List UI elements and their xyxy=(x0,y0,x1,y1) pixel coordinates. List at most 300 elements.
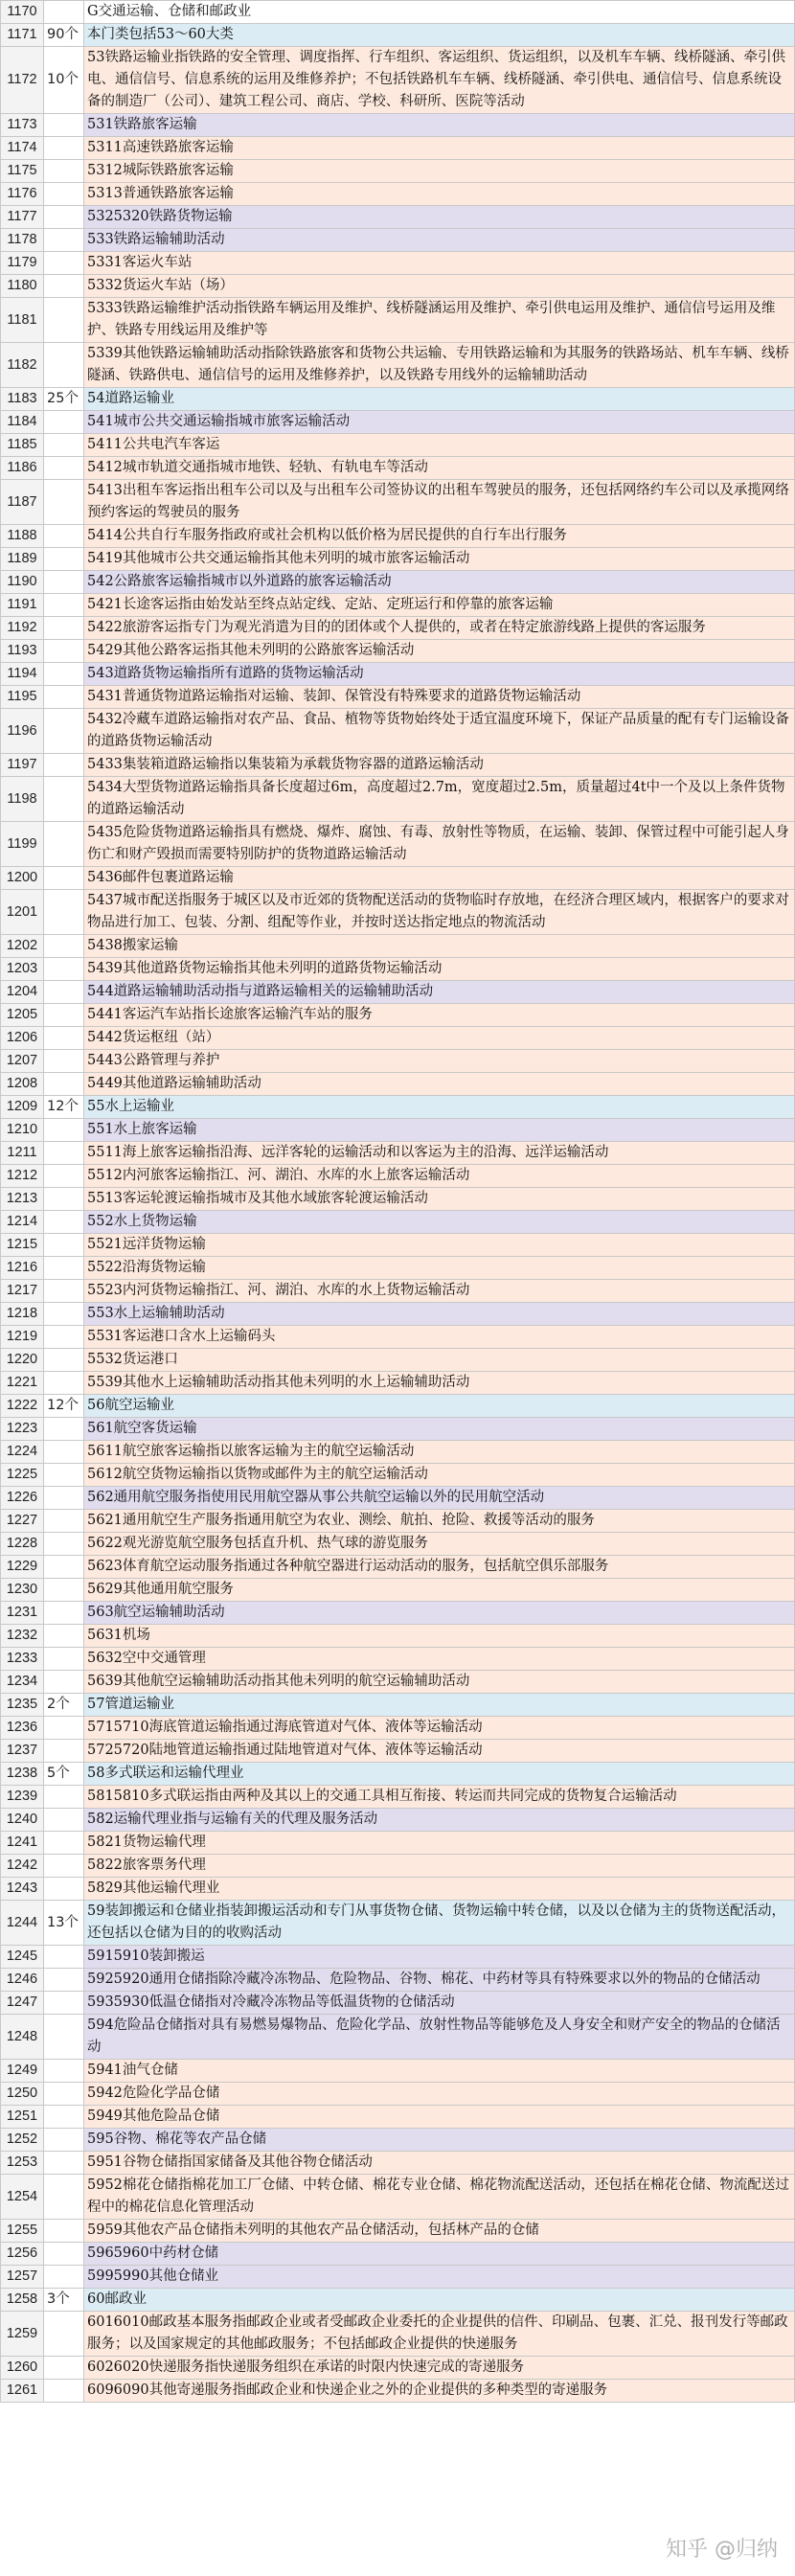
description-cell[interactable]: 56航空运输业 xyxy=(84,1395,795,1418)
row-number-cell[interactable]: 1194 xyxy=(1,663,44,686)
row-number-cell[interactable]: 1261 xyxy=(1,2380,44,2403)
count-cell[interactable] xyxy=(44,1303,84,1326)
description-cell[interactable]: 531铁路旅客运输 xyxy=(84,114,795,137)
row-number-cell[interactable]: 1205 xyxy=(1,1004,44,1027)
count-cell[interactable] xyxy=(44,229,84,252)
count-cell[interactable] xyxy=(44,709,84,754)
row-number-cell[interactable]: 1254 xyxy=(1,2175,44,2220)
row-number-cell[interactable]: 1182 xyxy=(1,343,44,388)
description-cell[interactable]: 5412城市轨道交通指城市地铁、轻轨、有轨电车等活动 xyxy=(84,457,795,480)
count-cell[interactable] xyxy=(44,2266,84,2289)
table-row xyxy=(1,1786,795,1809)
table-row xyxy=(1,1648,795,1671)
count-cell[interactable] xyxy=(44,867,84,890)
description-cell[interactable]: 57管道运输业 xyxy=(84,1694,795,1717)
row-number-cell[interactable]: 1220 xyxy=(1,1349,44,1372)
description-cell[interactable]: 5531客运港口含水上运输码头 xyxy=(84,1326,795,1349)
row-number-cell[interactable]: 1192 xyxy=(1,617,44,640)
row-number-cell[interactable]: 1221 xyxy=(1,1372,44,1395)
description-cell[interactable]: 561航空客货运输 xyxy=(84,1418,795,1441)
row-number-cell[interactable]: 1255 xyxy=(1,2220,44,2243)
count-cell[interactable] xyxy=(44,1165,84,1188)
table-row xyxy=(1,1464,795,1487)
count-cell[interactable] xyxy=(44,1349,84,1372)
count-cell[interactable] xyxy=(44,1050,84,1073)
row-number-cell[interactable]: 1200 xyxy=(1,867,44,890)
row-number-cell[interactable]: 1250 xyxy=(1,2083,44,2106)
row-number-cell[interactable]: 1230 xyxy=(1,1579,44,1602)
count-cell[interactable] xyxy=(44,822,84,867)
count-cell[interactable] xyxy=(44,1188,84,1211)
count-cell[interactable] xyxy=(44,958,84,981)
row-number-cell[interactable]: 1251 xyxy=(1,2106,44,2129)
count-cell[interactable] xyxy=(44,1671,84,1694)
count-cell[interactable]: 2个 xyxy=(44,1694,84,1717)
row-number-cell[interactable]: 1197 xyxy=(1,754,44,777)
count-cell[interactable] xyxy=(44,2015,84,2060)
count-cell[interactable] xyxy=(44,1418,84,1441)
count-cell[interactable] xyxy=(44,1326,84,1349)
row-number-cell[interactable]: 1216 xyxy=(1,1257,44,1280)
table-row xyxy=(1,822,795,867)
description-cell[interactable]: 5443公路管理与养护 xyxy=(84,1050,795,1073)
count-cell[interactable] xyxy=(44,114,84,137)
count-cell[interactable] xyxy=(44,1441,84,1464)
row-number-cell[interactable]: 1244 xyxy=(1,1901,44,1946)
row-number-cell[interactable]: 1202 xyxy=(1,935,44,958)
description-cell[interactable]: 541城市公共交通运输指城市旅客运输活动 xyxy=(84,411,795,434)
count-cell[interactable] xyxy=(44,1464,84,1487)
row-number-cell[interactable]: 1203 xyxy=(1,958,44,981)
count-cell[interactable] xyxy=(44,594,84,617)
description-cell[interactable]: 本门类包括53～60大类 xyxy=(84,24,795,47)
row-number-cell[interactable]: 1181 xyxy=(1,298,44,343)
table-row xyxy=(1,480,795,525)
description-cell[interactable]: 5925920通用仓储指除冷藏冷冻物品、危险物品、谷物、棉花、中药材等具有特殊要求以外的物品的仓储活动 xyxy=(84,1969,795,1992)
row-number-cell[interactable]: 1246 xyxy=(1,1969,44,1992)
row-number-cell[interactable]: 1171 xyxy=(1,24,44,47)
description-cell[interactable]: 5612航空货物运输指以货物或邮件为主的航空运输活动 xyxy=(84,1464,795,1487)
row-number-cell[interactable]: 1225 xyxy=(1,1464,44,1487)
row-number-cell[interactable]: 1247 xyxy=(1,1992,44,2015)
description-cell[interactable]: 5949其他危险品仓储 xyxy=(84,2106,795,2129)
count-cell[interactable] xyxy=(44,1487,84,1510)
count-cell[interactable] xyxy=(44,252,84,275)
count-cell[interactable] xyxy=(44,1625,84,1648)
description-cell[interactable]: 5441客运汽车站指长途旅客运输汽车站的服务 xyxy=(84,1004,795,1027)
description-cell[interactable]: 5995990其他仓储业 xyxy=(84,2266,795,2289)
description-cell[interactable]: 5421长途客运指由始发站至终点站定线、定站、定班运行和停靠的旅客运输 xyxy=(84,594,795,617)
row-number-cell[interactable]: 1236 xyxy=(1,1717,44,1740)
description-cell[interactable]: 5433集装箱道路运输指以集装箱为承载货物容器的道路运输活动 xyxy=(84,754,795,777)
count-cell[interactable] xyxy=(44,640,84,663)
row-number-cell[interactable]: 1219 xyxy=(1,1326,44,1349)
row-number-cell[interactable]: 1199 xyxy=(1,822,44,867)
row-number-cell[interactable]: 1173 xyxy=(1,114,44,137)
count-cell[interactable] xyxy=(44,206,84,229)
count-cell[interactable] xyxy=(44,2243,84,2266)
description-cell[interactable]: 5422旅游客运指专门为观光消遣为目的的团体或个人提供的，或者在特定旅游线路上提供的客运服务 xyxy=(84,617,795,640)
count-cell[interactable] xyxy=(44,754,84,777)
count-cell[interactable] xyxy=(44,434,84,457)
count-cell[interactable] xyxy=(44,663,84,686)
description-cell[interactable]: 5511海上旅客运输指沿海、远洋客轮的运输活动和以客运为主的沿海、远洋运输活动 xyxy=(84,1142,795,1165)
table-row xyxy=(1,1050,795,1073)
count-cell[interactable] xyxy=(44,1234,84,1257)
row-number-cell[interactable]: 1260 xyxy=(1,2357,44,2380)
table-row xyxy=(1,1969,795,1992)
count-cell[interactable] xyxy=(44,686,84,709)
count-cell[interactable]: 5个 xyxy=(44,1763,84,1786)
count-cell[interactable] xyxy=(44,1280,84,1303)
count-cell[interactable] xyxy=(44,480,84,525)
row-number-cell[interactable]: 1234 xyxy=(1,1671,44,1694)
count-cell[interactable] xyxy=(44,1740,84,1763)
count-cell[interactable] xyxy=(44,981,84,1004)
description-cell[interactable]: 5951谷物仓储指国家储备及其他谷物仓储活动 xyxy=(84,2152,795,2175)
table-row xyxy=(1,754,795,777)
description-cell[interactable]: 5419其他城市公共交通运输指其他未列明的城市旅客运输活动 xyxy=(84,548,795,571)
description-cell[interactable]: 5965960中药材仓储 xyxy=(84,2243,795,2266)
table-row xyxy=(1,935,795,958)
description-cell[interactable]: 5725720陆地管道运输指通过陆地管道对气体、液体等运输活动 xyxy=(84,1740,795,1763)
row-number-cell[interactable]: 1204 xyxy=(1,981,44,1004)
description-cell[interactable]: 563航空运输辅助活动 xyxy=(84,1602,795,1625)
description-cell[interactable]: 5411公共电汽车客运 xyxy=(84,434,795,457)
count-cell[interactable] xyxy=(44,2083,84,2106)
count-cell[interactable] xyxy=(44,275,84,298)
count-cell[interactable] xyxy=(44,1648,84,1671)
row-number-cell[interactable]: 1198 xyxy=(1,777,44,822)
description-cell[interactable]: 5429其他公路客运指其他未列明的公路旅客运输活动 xyxy=(84,640,795,663)
count-cell[interactable] xyxy=(44,2129,84,2152)
row-number-cell[interactable]: 1229 xyxy=(1,1556,44,1579)
description-cell[interactable]: 5631机场 xyxy=(84,1625,795,1648)
row-number-cell[interactable]: 1249 xyxy=(1,2060,44,2083)
row-number-cell[interactable]: 1214 xyxy=(1,1211,44,1234)
description-cell[interactable]: 5431普通货物道路运输指对运输、装卸、保管没有特殊要求的道路货物运输活动 xyxy=(84,686,795,709)
description-cell[interactable]: 562通用航空服务指使用民用航空器从事公共航空运输以外的民用航空活动 xyxy=(84,1487,795,1510)
count-cell[interactable] xyxy=(44,1257,84,1280)
count-cell[interactable] xyxy=(44,1,84,24)
count-cell[interactable] xyxy=(44,137,84,160)
count-cell[interactable] xyxy=(44,2380,84,2403)
table-row xyxy=(1,2380,795,2403)
description-cell[interactable]: 5629其他通用航空服务 xyxy=(84,1579,795,1602)
count-cell[interactable]: 3个 xyxy=(44,2289,84,2312)
description-cell[interactable]: 5442货运枢纽（站） xyxy=(84,1027,795,1050)
description-cell[interactable]: 5941油气仓储 xyxy=(84,2060,795,2083)
count-cell[interactable] xyxy=(44,411,84,434)
row-number-cell[interactable]: 1232 xyxy=(1,1625,44,1648)
table-row xyxy=(1,1119,795,1142)
count-cell[interactable] xyxy=(44,890,84,935)
row-number-cell[interactable]: 1174 xyxy=(1,137,44,160)
row-number-cell[interactable]: 1212 xyxy=(1,1165,44,1188)
row-number-cell[interactable]: 1215 xyxy=(1,1234,44,1257)
count-cell[interactable] xyxy=(44,1073,84,1096)
description-cell[interactable]: 5313普通铁路旅客运输 xyxy=(84,183,795,206)
table-row xyxy=(1,958,795,981)
row-number-cell[interactable]: 1252 xyxy=(1,2129,44,2152)
count-cell[interactable] xyxy=(44,160,84,183)
count-cell[interactable] xyxy=(44,1142,84,1165)
row-number-cell[interactable]: 1245 xyxy=(1,1946,44,1969)
count-cell[interactable] xyxy=(44,617,84,640)
table-row xyxy=(1,1188,795,1211)
count-cell[interactable] xyxy=(44,2152,84,2175)
description-cell[interactable]: 5715710海底管道运输指通过海底管道对气体、液体等运输活动 xyxy=(84,1717,795,1740)
count-cell[interactable]: 13个 xyxy=(44,1901,84,1946)
count-cell[interactable] xyxy=(44,2357,84,2380)
description-cell[interactable]: 5439其他道路货物运输指其他未列明的道路货物运输活动 xyxy=(84,958,795,981)
description-cell[interactable]: 53铁路运输业指铁路的安全管理、调度指挥、行车组织、客运组织、货运组织，以及机车车辆、线桥隧涵、牵引供电、通信信号、信息系统的运用及维修养护；不包括铁路机车车辆、线桥隧涵、牵引供电、通信信号、信息系统设备的制造厂（公司）、建筑工程公司、商店、学校、科研所、医院等活动 xyxy=(84,47,795,114)
description-cell[interactable]: 5942危险化学品仓储 xyxy=(84,2083,795,2106)
row-number-cell[interactable]: 1227 xyxy=(1,1510,44,1533)
row-number-cell[interactable]: 1193 xyxy=(1,640,44,663)
description-cell[interactable]: 551水上旅客运输 xyxy=(84,1119,795,1142)
row-number-cell[interactable]: 1256 xyxy=(1,2243,44,2266)
description-cell[interactable]: 5438搬家运输 xyxy=(84,935,795,958)
description-cell[interactable]: 5312城际铁路旅客运输 xyxy=(84,160,795,183)
description-cell[interactable]: 5952棉花仓储指棉花加工厂仓储、中转仓储、棉花专业仓储、棉花物流配送活动，还包括在棉花仓储、物流配送过程中的棉花信息化管理活动 xyxy=(84,2175,795,2220)
row-number-cell[interactable]: 1188 xyxy=(1,525,44,548)
description-cell[interactable]: 533铁路运输辅助活动 xyxy=(84,229,795,252)
description-cell[interactable]: 5632空中交通管理 xyxy=(84,1648,795,1671)
spreadsheet-body xyxy=(1,1,795,2403)
row-number-cell[interactable]: 1189 xyxy=(1,548,44,571)
description-cell[interactable]: 5959其他农产品仓储指未列明的其他农产品仓储活动，包括林产品的仓储 xyxy=(84,2220,795,2243)
description-cell[interactable]: 5435危险货物道路运输指具有燃烧、爆炸、腐蚀、有毒、放射性等物质，在运输、装卸、保管过程中可能引起人身伤亡和财产毁损而需要特别防护的货物道路运输活动 xyxy=(84,822,795,867)
count-cell[interactable] xyxy=(44,1027,84,1050)
description-cell[interactable]: 552水上货物运输 xyxy=(84,1211,795,1234)
row-number-cell[interactable]: 1231 xyxy=(1,1602,44,1625)
count-cell[interactable] xyxy=(44,1602,84,1625)
description-cell[interactable]: 5512内河旅客运输指江、河、湖泊、水库的水上旅客运输活动 xyxy=(84,1165,795,1188)
row-number-cell[interactable]: 1201 xyxy=(1,890,44,935)
row-number-cell[interactable]: 1228 xyxy=(1,1533,44,1556)
count-cell[interactable] xyxy=(44,571,84,594)
row-number-cell[interactable]: 1248 xyxy=(1,2015,44,2060)
count-cell[interactable] xyxy=(44,183,84,206)
table-row xyxy=(1,1395,795,1418)
description-cell[interactable]: G交通运输、仓储和邮政业 xyxy=(84,1,795,24)
row-number-cell[interactable]: 1187 xyxy=(1,480,44,525)
row-number-cell[interactable]: 1233 xyxy=(1,1648,44,1671)
count-cell[interactable]: 12个 xyxy=(44,1096,84,1119)
count-cell[interactable]: 10个 xyxy=(44,47,84,114)
description-cell[interactable]: 5333铁路运输维护活动指铁路车辆运用及维护、线桥隧涵运用及维护、牵引供电运用及维护、通信信号运用及维护、铁路专用线运用及维护等 xyxy=(84,298,795,343)
description-cell[interactable]: 5822旅客票务代理 xyxy=(84,1855,795,1878)
count-cell[interactable] xyxy=(44,2220,84,2243)
description-cell[interactable]: 5915910装卸搬运 xyxy=(84,1946,795,1969)
row-number-cell[interactable]: 1239 xyxy=(1,1786,44,1809)
description-cell[interactable]: 6096090其他寄递服务指邮政企业和快递企业之外的企业提供的多种类型的寄递服务 xyxy=(84,2380,795,2403)
description-cell[interactable]: 6026020快递服务指快递服务组织在承诺的时限内快速完成的寄递服务 xyxy=(84,2357,795,2380)
count-cell[interactable] xyxy=(44,1878,84,1901)
description-cell[interactable]: 5332货运火车站（场） xyxy=(84,275,795,298)
row-number-cell[interactable]: 1210 xyxy=(1,1119,44,1142)
row-number-cell[interactable]: 1237 xyxy=(1,1740,44,1763)
row-number-cell[interactable]: 1196 xyxy=(1,709,44,754)
description-cell[interactable]: 595谷物、棉花等农产品仓储 xyxy=(84,2129,795,2152)
description-cell[interactable]: 5521远洋货物运输 xyxy=(84,1234,795,1257)
row-number-cell[interactable]: 1180 xyxy=(1,275,44,298)
description-cell[interactable]: 582运输代理业指与运输有关的代理及服务活动 xyxy=(84,1809,795,1832)
row-number-cell[interactable]: 1211 xyxy=(1,1142,44,1165)
count-cell[interactable] xyxy=(44,343,84,388)
count-cell[interactable] xyxy=(44,1556,84,1579)
description-cell[interactable]: 59装卸搬运和仓储业指装卸搬运活动和专门从事货物仓储、货物运输中转仓储，以及以仓储为主的货物送配活动，还包括以仓储为目的的收购活动 xyxy=(84,1901,795,1946)
description-cell[interactable]: 55水上运输业 xyxy=(84,1096,795,1119)
description-cell[interactable]: 5449其他道路运输辅助活动 xyxy=(84,1073,795,1096)
count-cell[interactable] xyxy=(44,777,84,822)
table-row xyxy=(1,777,795,822)
row-number-cell[interactable]: 1190 xyxy=(1,571,44,594)
description-cell[interactable]: 5331客运火车站 xyxy=(84,252,795,275)
count-cell[interactable] xyxy=(44,2312,84,2357)
count-cell[interactable] xyxy=(44,2060,84,2083)
description-cell[interactable]: 5434大型货物道路运输指具备长度超过6m，高度超过2.7m，宽度超过2.5m，质量超过4t中一个及以上条件货物的道路运输活动 xyxy=(84,777,795,822)
row-number-cell[interactable]: 1259 xyxy=(1,2312,44,2357)
row-number-cell[interactable]: 1186 xyxy=(1,457,44,480)
table-row xyxy=(1,2129,795,2152)
row-number-cell[interactable]: 1241 xyxy=(1,1832,44,1855)
count-cell[interactable] xyxy=(44,1786,84,1809)
row-number-cell[interactable]: 1175 xyxy=(1,160,44,183)
description-cell[interactable]: 5611航空旅客运输指以旅客运输为主的航空运输活动 xyxy=(84,1441,795,1464)
description-cell[interactable]: 5513客运轮渡运输指城市及其他水域旅客轮渡运输活动 xyxy=(84,1188,795,1211)
row-number-cell[interactable]: 1207 xyxy=(1,1050,44,1073)
description-cell[interactable]: 5437城市配送指服务于城区以及市近郊的货物配送活动的货物临时存放地，在经济合理区域内，根据客户的要求对物品进行加工、包装、分割、组配等作业，并按时送达指定地点的物流活动 xyxy=(84,890,795,935)
count-cell[interactable] xyxy=(44,1211,84,1234)
description-cell[interactable]: 5935930低温仓储指对冷藏冷冻物品等低温货物的仓储活动 xyxy=(84,1992,795,2015)
count-cell[interactable] xyxy=(44,2106,84,2129)
description-cell[interactable]: 5639其他航空运输辅助活动指其他未列明的航空运输辅助活动 xyxy=(84,1671,795,1694)
row-number-cell[interactable]: 1183 xyxy=(1,388,44,411)
description-cell[interactable]: 5539其他水上运输辅助活动指其他未列明的水上运输辅助活动 xyxy=(84,1372,795,1395)
description-cell[interactable]: 5621通用航空生产服务指通用航空为农业、测绘、航拍、抢险、救援等活动的服务 xyxy=(84,1510,795,1533)
row-number-cell[interactable]: 1177 xyxy=(1,206,44,229)
description-cell[interactable]: 544道路运输辅助活动指与道路运输相关的运输辅助活动 xyxy=(84,981,795,1004)
description-cell[interactable]: 5325320铁路货物运输 xyxy=(84,206,795,229)
count-cell[interactable] xyxy=(44,1832,84,1855)
description-cell[interactable]: 5815810多式联运指由两种及其以上的交通工具相互衔接、转运而共同完成的货物复合运输活动 xyxy=(84,1786,795,1809)
row-number-cell[interactable]: 1243 xyxy=(1,1878,44,1901)
count-cell[interactable] xyxy=(44,1992,84,2015)
description-cell[interactable]: 5339其他铁路运输辅助活动指除铁路旅客和货物公共运输、专用铁路运输和为其服务的铁路场站、机车车辆、线桥隧涵、铁路供电、通信信号的运用及维修养护，以及铁路专用线外的运输辅助活动 xyxy=(84,343,795,388)
row-number-cell[interactable]: 1191 xyxy=(1,594,44,617)
description-cell[interactable]: 5829其他运输代理业 xyxy=(84,1878,795,1901)
row-number-cell[interactable]: 1184 xyxy=(1,411,44,434)
description-cell[interactable]: 553水上运输辅助活动 xyxy=(84,1303,795,1326)
count-cell[interactable] xyxy=(44,1946,84,1969)
row-number-cell[interactable]: 1176 xyxy=(1,183,44,206)
count-cell[interactable] xyxy=(44,525,84,548)
row-number-cell[interactable]: 1179 xyxy=(1,252,44,275)
row-number-cell[interactable]: 1258 xyxy=(1,2289,44,2312)
row-number-cell[interactable]: 1208 xyxy=(1,1073,44,1096)
description-cell[interactable]: 5821货物运输代理 xyxy=(84,1832,795,1855)
row-number-cell[interactable]: 1224 xyxy=(1,1441,44,1464)
row-number-cell[interactable]: 1222 xyxy=(1,1395,44,1418)
description-cell[interactable]: 5622观光游览航空服务包括直升机、热气球的游览服务 xyxy=(84,1533,795,1556)
description-cell[interactable]: 5623体育航空运动服务指通过各种航空器进行运动活动的服务，包括航空俱乐部服务 xyxy=(84,1556,795,1579)
row-number-cell[interactable]: 1178 xyxy=(1,229,44,252)
row-number-cell[interactable]: 1242 xyxy=(1,1855,44,1878)
count-cell[interactable] xyxy=(44,1510,84,1533)
count-cell[interactable] xyxy=(44,1855,84,1878)
count-cell[interactable] xyxy=(44,1579,84,1602)
count-cell[interactable] xyxy=(44,935,84,958)
count-cell[interactable] xyxy=(44,1533,84,1556)
count-cell[interactable]: 25个 xyxy=(44,388,84,411)
row-number-cell[interactable]: 1257 xyxy=(1,2266,44,2289)
table-row xyxy=(1,2152,795,2175)
description-cell[interactable]: 54道路运输业 xyxy=(84,388,795,411)
row-number-cell[interactable]: 1195 xyxy=(1,686,44,709)
row-number-cell[interactable]: 1185 xyxy=(1,434,44,457)
count-cell[interactable] xyxy=(44,548,84,571)
count-cell[interactable] xyxy=(44,2175,84,2220)
row-number-cell[interactable]: 1217 xyxy=(1,1280,44,1303)
row-number-cell[interactable]: 1172 xyxy=(1,47,44,114)
description-cell[interactable]: 5414公共自行车服务指政府或社会机构以低价格为居民提供的自行车出行服务 xyxy=(84,525,795,548)
count-cell[interactable] xyxy=(44,1119,84,1142)
table-row xyxy=(1,457,795,480)
description-cell[interactable]: 58多式联运和运输代理业 xyxy=(84,1763,795,1786)
description-cell[interactable]: 5413出租车客运指出租车公司以及与出租车公司签协议的出租车驾驶员的服务，还包括网络约车公司以及承揽网络预约客运的驾驶员的服务 xyxy=(84,480,795,525)
description-cell[interactable]: 5436邮件包裹道路运输 xyxy=(84,867,795,890)
description-cell[interactable]: 5522沿海货物运输 xyxy=(84,1257,795,1280)
count-cell[interactable]: 90个 xyxy=(44,24,84,47)
table-row xyxy=(1,2175,795,2220)
row-number-cell[interactable]: 1253 xyxy=(1,2152,44,2175)
description-cell[interactable]: 5432冷藏车道路运输指对农产品、食品、植物等货物始终处于适宜温度环境下，保证产品质量的配有专门运输设备的道路货物运输活动 xyxy=(84,709,795,754)
description-cell[interactable]: 543道路货物运输指所有道路的货物运输活动 xyxy=(84,663,795,686)
table-row xyxy=(1,24,795,47)
count-cell[interactable] xyxy=(44,1004,84,1027)
row-number-cell[interactable]: 1223 xyxy=(1,1418,44,1441)
description-cell[interactable]: 60邮政业 xyxy=(84,2289,795,2312)
row-number-cell[interactable]: 1209 xyxy=(1,1096,44,1119)
description-cell[interactable]: 594危险品仓储指对具有易燃易爆物品、危险化学品、放射性物品等能够危及人身安全和财产安全的物品的仓储活动 xyxy=(84,2015,795,2060)
count-cell[interactable] xyxy=(44,457,84,480)
table-row xyxy=(1,434,795,457)
row-number-cell[interactable]: 1235 xyxy=(1,1694,44,1717)
count-cell[interactable] xyxy=(44,1717,84,1740)
count-cell[interactable] xyxy=(44,1969,84,1992)
row-number-cell[interactable]: 1170 xyxy=(1,1,44,24)
table-row xyxy=(1,388,795,411)
table-row xyxy=(1,298,795,343)
count-cell[interactable] xyxy=(44,1372,84,1395)
row-number-cell[interactable]: 1206 xyxy=(1,1027,44,1050)
description-cell[interactable]: 5311高速铁路旅客运输 xyxy=(84,137,795,160)
row-number-cell[interactable]: 1226 xyxy=(1,1487,44,1510)
count-cell[interactable] xyxy=(44,1809,84,1832)
row-number-cell[interactable]: 1238 xyxy=(1,1763,44,1786)
row-number-cell[interactable]: 1218 xyxy=(1,1303,44,1326)
row-number-cell[interactable]: 1240 xyxy=(1,1809,44,1832)
description-cell[interactable]: 5532货运港口 xyxy=(84,1349,795,1372)
count-cell[interactable]: 12个 xyxy=(44,1395,84,1418)
row-number-cell[interactable]: 1213 xyxy=(1,1188,44,1211)
count-cell[interactable] xyxy=(44,298,84,343)
description-cell[interactable]: 6016010邮政基本服务指邮政企业或者受邮政企业委托的企业提供的信件、印刷品、包裹、汇兑、报刊发行等邮政服务；以及国家规定的其他邮政服务；不包括邮政企业提供的快递服务 xyxy=(84,2312,795,2357)
description-cell[interactable]: 5523内河货物运输指江、河、湖泊、水库的水上货物运输活动 xyxy=(84,1280,795,1303)
description-cell[interactable]: 542公路旅客运输指城市以外道路的旅客运输活动 xyxy=(84,571,795,594)
